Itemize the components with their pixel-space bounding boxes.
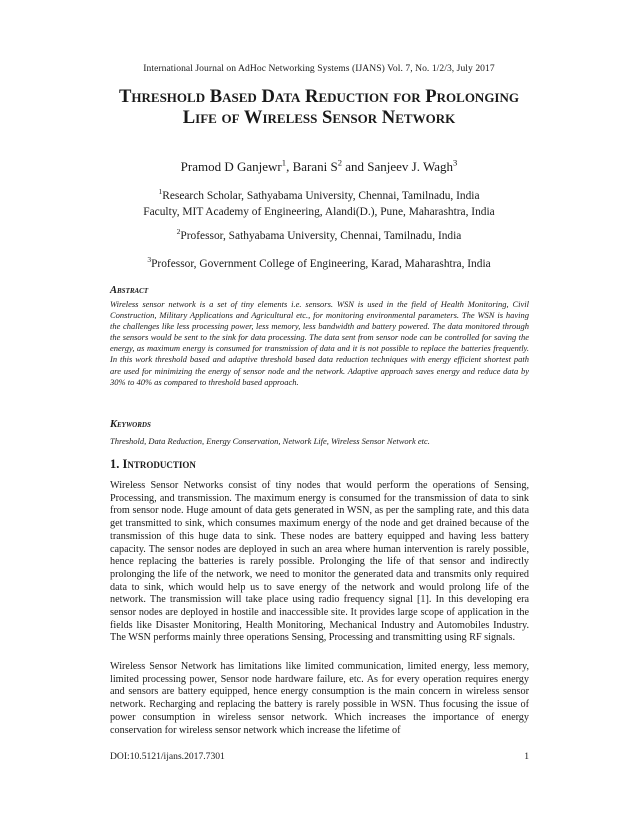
body-paragraph: Wireless Sensor Network has limitations like limited communication, limited energy, less memory, limited processing power, Sensor node hardware failure, etc. As for every operation requires energy and sensors are battery equipped, hence energy consumption is the main concern in wireless sensor network. Recharging and replacing the battery is rarely possible in WSN. Thus focusing the issue of power consumption in wireless sensor network. Which increases the importance of energy conservation for wireless sensor network which increase the lifetime of: [110, 661, 529, 736]
section-heading-introduction: 1. Introduction: [110, 457, 196, 471]
affiliation-text: Professor, Government College of Engineering, Karad, Maharashtra, India: [151, 258, 491, 270]
affiliation-1: [0, 188, 638, 220]
page-number: 1: [524, 751, 529, 762]
affiliation-line: [0, 188, 638, 204]
abstract-text: Wireless sensor network is a set of tiny elements i.e. sensors. WSN is used in the field of Health Monitoring, Civil Construction, Military Applications and Agricultural etc., for monitoring environmental parameters. The WSN is having the challenges like less processing power, less memory, less bandwidth and battery powered. The data monitored through the sensors would be sent to the sink for data processing. The data sent from sensor node can be controlled for saving the energy, as maximum energy is consumed for transmission of data and it is not possible to replace the batteries frequently. In this work threshold based and adaptive threshold based data reduction techniques with energy efficient shortest path are used for minimizing the energy of sensor node and the network. Adaptive approach saves energy and reduce data by 30% to 40% as compared to threshold based approach.: [110, 299, 529, 387]
author-name: Pramod D Ganjewr: [180, 159, 282, 174]
author-separator: ,: [286, 159, 293, 174]
running-header: International Journal on AdHoc Networking Systems (IJANS) Vol. 7, No. 1/2/3, July 2017: [143, 63, 495, 74]
affil-mark: 3: [147, 255, 152, 265]
abstract-heading: Abstract: [110, 285, 149, 296]
affiliation-3: [0, 256, 638, 272]
footer-doi: DOI:10.5121/ijans.2017.7301: [110, 751, 225, 762]
affiliation-line: Faculty, MIT Academy of Engineering, Alandi(D.), Pune, Maharashtra, India: [143, 206, 495, 218]
body-paragraph: Wireless Sensor Networks consist of tiny nodes that would perform the operations of Sensing, Processing, and transmission. The maximum energy is consumed for the transmission of data to sink from sensor node. Huge amount of data gets generated in WSN, as per the sampling rate, and this data get transmitted to sink, which consumes maximum energy of the node and get drained because of the transmission of this huge data to sink. These nodes are battery equipped and having less battery capacity. The sensor nodes are deployed in such an area where human intervention is rarely possible, hence replacing the batteries is rarely possible. Prolonging the life of that sensor and indirectly prolonging the life of the network, we need to monitor the generated data and transmits only required data to sink, which would help us to save energy of the network and would prolong life of the network. The transmission will take place using radio frequency signal [1]. In this developing era sensor nodes are deployed in hostile and inaccessible site. It provides large scope of application in the fields like Disaster Monitoring, Health Monitoring, Mechanical Industry and Automobiles Industry. The WSN performs mainly three operations Sensing, Processing and transmitting using RF signals.: [110, 480, 529, 644]
affil-mark: 2: [176, 227, 181, 237]
keywords-heading: Keywords: [110, 419, 151, 430]
affil-mark: 1: [158, 187, 163, 197]
affiliation-text: Professor, Sathyabama University, Chennai, Tamilnadu, India: [180, 230, 462, 242]
author-name: Sanjeev J. Wagh: [367, 159, 454, 174]
affiliation-2: [0, 228, 638, 244]
affiliation-text: Research Scholar, Sathyabama University, Chennai, Tamilnadu, India: [162, 190, 480, 202]
author-separator: and: [342, 159, 368, 174]
author-affil-mark: 2: [337, 157, 342, 168]
paper-title: Threshold Based Data Reduction for Prolonging Life of Wireless Sensor Network: [119, 86, 519, 128]
author-affil-mark: 1: [281, 157, 287, 168]
keywords-text: Threshold, Data Reduction, Energy Conservation, Network Life, Wireless Sensor Network etc.: [110, 436, 430, 446]
author-name: Barani S: [292, 159, 338, 174]
author-affil-mark: 3: [453, 157, 458, 168]
author-line: [0, 159, 638, 175]
